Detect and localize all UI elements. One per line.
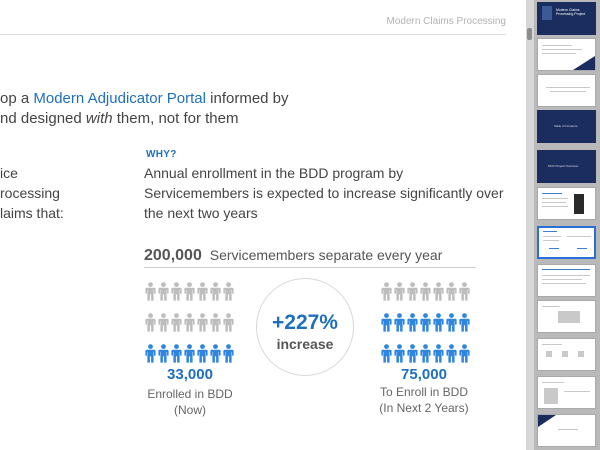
person-icon [419, 313, 432, 332]
person-icon [209, 344, 222, 363]
intro-line-1-prefix: op a [0, 90, 34, 107]
intro-line-2-suffix: them, not for them [112, 110, 239, 127]
stat-label: Servicemembers separate every year [209, 247, 443, 263]
thumb-1-title-line-2: Processing Project [556, 12, 586, 16]
slide-thumb-6[interactable] [537, 187, 596, 220]
portal-link[interactable]: Modern Adjudicator Portal [33, 90, 206, 107]
thumb-2-bar [542, 49, 582, 50]
person-icon [196, 282, 209, 301]
thumb-9-map-icon [558, 311, 580, 323]
enrolled-now-caption-line-1: Enrolled in BDD [147, 387, 233, 401]
thumb-10-icon [562, 351, 568, 357]
person-icon [222, 282, 235, 301]
person-icon [209, 282, 222, 301]
thumb-6-bar [542, 202, 566, 203]
thumb-1-title-line-1: Modern Claims [556, 8, 580, 12]
thumb-11-bar [542, 382, 564, 383]
thumb-1-logo-icon [542, 6, 552, 20]
person-icon [222, 313, 235, 332]
thumb-8-bar [542, 279, 582, 280]
person-icon [157, 344, 170, 363]
slide-thumb-4[interactable] [537, 110, 596, 143]
person-icon [432, 344, 445, 363]
enrolled-now-value: 33,000 [167, 366, 213, 383]
thumb-7-bar [543, 236, 561, 237]
thumb-2-bar [542, 53, 576, 54]
increase-percent: +227% [272, 311, 338, 334]
slide-thumb-8[interactable] [537, 264, 596, 297]
thumb-7-bar [543, 231, 557, 232]
thumb-2-bar [542, 45, 572, 46]
stat-divider [144, 267, 476, 268]
intro-line-1-suffix: informed by [205, 90, 289, 107]
slide-thumb-2[interactable] [537, 38, 596, 71]
people-grid-left [144, 282, 235, 363]
person-icon [157, 313, 170, 332]
left-text-line-3: laims that: [0, 205, 64, 221]
person-icon [432, 282, 445, 301]
thumb-7-bar [543, 240, 559, 241]
person-icon [458, 313, 471, 332]
slide-header-title: Modern Claims Processing [386, 16, 506, 27]
thumb-12-corner-shape [538, 415, 556, 427]
thumb-6-figure-icon [574, 194, 584, 214]
thumb-3-bar [546, 87, 590, 88]
thumb-1-title [556, 8, 585, 16]
person-icon [393, 313, 406, 332]
person-icon [170, 344, 183, 363]
slide-thumb-10[interactable] [537, 338, 596, 371]
left-text-line-1: ice [0, 165, 18, 181]
intro-line-2-emphasis: with [85, 110, 113, 127]
thumb-5-title: MCP Project Overview [548, 164, 579, 168]
person-icon [419, 282, 432, 301]
intro-line-1 [0, 90, 289, 107]
enrolled-now-caption [134, 386, 246, 418]
thumb-12-bar [558, 429, 578, 430]
person-icon [209, 313, 222, 332]
person-icon [458, 282, 471, 301]
person-icon [406, 313, 419, 332]
thumb-3-bar [550, 91, 586, 92]
person-icon [458, 344, 471, 363]
intro-line-2-prefix: nd designed [0, 110, 86, 127]
thumb-9-bar [542, 306, 560, 307]
slide-thumb-11[interactable] [537, 376, 596, 409]
person-icon [419, 344, 432, 363]
enrolled-now-caption-line-2: (Now) [174, 403, 206, 417]
thumb-2-corner-shape [573, 56, 595, 70]
person-icon [170, 313, 183, 332]
to-enroll-caption-line-2: (In Next 2 Years) [379, 401, 469, 415]
person-icon [406, 282, 419, 301]
left-text-line-2: rocessing [0, 185, 60, 201]
thumb-6-bar [542, 193, 562, 194]
person-icon [380, 344, 393, 363]
person-icon [380, 313, 393, 332]
thumb-8-bar [542, 275, 590, 276]
person-icon [183, 313, 196, 332]
person-icon [393, 282, 406, 301]
thumb-8-bar [542, 269, 590, 270]
slide-thumb-3[interactable] [537, 74, 596, 107]
increase-label: increase [276, 336, 334, 352]
why-description: Annual enrollment in the BDD program by Servicemembers is expected to increase significantly over the next two years [144, 165, 504, 221]
slide-thumb-9[interactable] [537, 300, 596, 333]
person-icon [196, 344, 209, 363]
header-divider [0, 34, 506, 35]
person-icon [157, 282, 170, 301]
scrollbar-thumb[interactable] [527, 28, 532, 40]
thumbnail-scrollbar[interactable] [526, 0, 534, 450]
person-icon [406, 344, 419, 363]
person-icon [445, 344, 458, 363]
person-icon [380, 282, 393, 301]
person-icon [445, 313, 458, 332]
person-icon [183, 282, 196, 301]
person-icon [196, 313, 209, 332]
thumb-7-bar [577, 248, 587, 249]
people-grid-right [380, 282, 471, 363]
thumb-6-bar [542, 198, 568, 199]
thumb-4-title: Table of Contents [554, 124, 578, 128]
to-enroll-value: 75,000 [401, 366, 447, 383]
slide-thumb-1[interactable] [537, 2, 596, 35]
person-icon [445, 282, 458, 301]
thumb-11-document-icon [544, 388, 558, 404]
thumb-7-bar [549, 248, 559, 249]
to-enroll-caption [366, 384, 482, 416]
person-icon [183, 344, 196, 363]
to-enroll-caption-line-1: To Enroll in BDD [379, 385, 469, 399]
stat-number: 200,000 [144, 247, 202, 264]
thumb-10-bar [542, 344, 562, 345]
person-icon [144, 344, 157, 363]
person-icon [144, 282, 157, 301]
person-icon [222, 344, 235, 363]
stat-line [144, 247, 442, 265]
person-icon [170, 282, 183, 301]
person-icon [432, 313, 445, 332]
thumb-10-icon [546, 351, 552, 357]
why-heading: WHY? [146, 149, 177, 160]
thumb-11-bar [564, 391, 590, 392]
thumb-10-icon [578, 351, 584, 357]
slide-thumb-12[interactable] [537, 414, 596, 447]
person-icon [144, 313, 157, 332]
person-icon [393, 344, 406, 363]
slide-thumb-7[interactable] [537, 226, 596, 259]
slide-thumb-5[interactable] [537, 150, 596, 183]
thumb-7-bar [567, 236, 591, 237]
intro-line-2 [0, 110, 238, 127]
thumb-6-bar [542, 206, 568, 207]
thumb-8-bar [542, 283, 586, 284]
increase-circle [256, 278, 354, 376]
